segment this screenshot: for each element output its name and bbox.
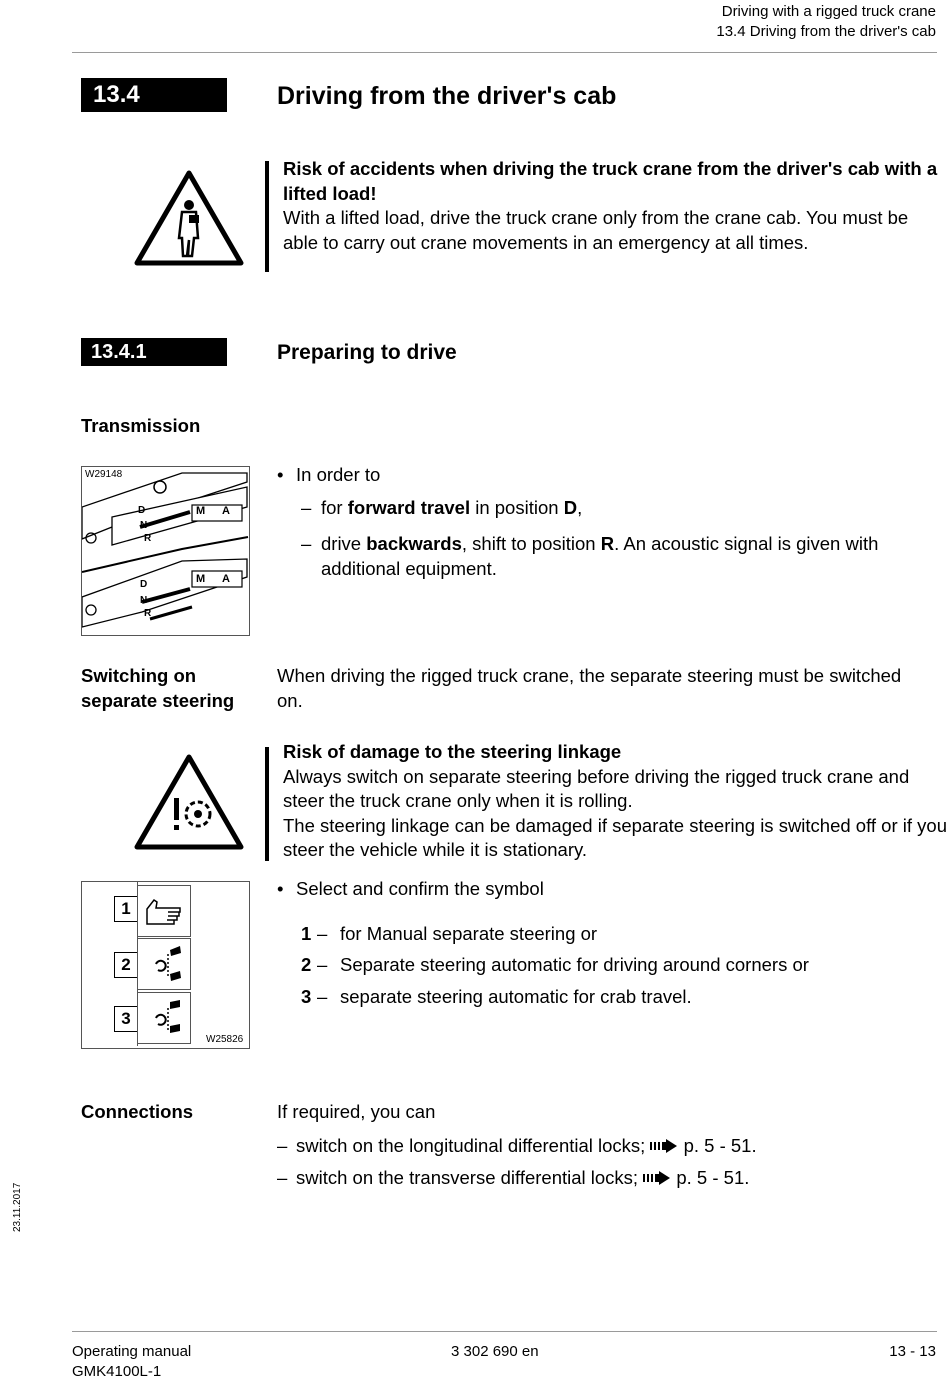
warning-damage-icon (132, 752, 246, 852)
label-a-lower: A (222, 573, 230, 585)
position-label: R (600, 533, 615, 554)
option-number: 3 (301, 985, 312, 1007)
footer-doc-number: 3 302 690 en (451, 1343, 539, 1360)
connections-heading: Connections (81, 1101, 194, 1122)
cross-reference-arrow-icon (643, 1171, 671, 1185)
header-rule (72, 52, 937, 53)
connections-item-2: – switch on the transverse differential locks; p. 5 - 51. (277, 1167, 750, 1188)
warning-text-2: The steering linkage can be damaged if separate steering is switched off or if you steer the vehicle while it is stationary. (283, 814, 947, 860)
symbol-number-2: 2 (114, 952, 138, 978)
footer-manual-label: Operating manual (72, 1343, 192, 1360)
steering-corners-icon (146, 944, 186, 986)
option-text: for Manual separate steering or (340, 922, 598, 944)
subsection-title: Preparing to drive (277, 341, 457, 364)
option-item-3: 3 – separate steering automatic for crab travel. (277, 985, 942, 1010)
warning-bar (265, 747, 269, 861)
cross-reference-arrow-icon (650, 1139, 678, 1153)
connections-item-1: – switch on the longitudinal differential locks; p. 5 - 51. (277, 1134, 757, 1156)
text: . An acoustic signal is given with additional equipment. (321, 533, 879, 579)
label-n-upper: N (140, 520, 148, 531)
bullet-item: • In order to (277, 463, 942, 488)
warning-accident (283, 157, 948, 255)
label-r-upper: R (144, 533, 152, 544)
section-number: 13.4 (81, 78, 227, 112)
warning-text-1: Always switch on separate steering before driving the rigged truck crane and steer the truck crane only when it is rolling. (283, 765, 910, 811)
item-text: switch on the transverse differential locks; (296, 1167, 639, 1188)
footer-page-number: 13 - 13 (889, 1343, 936, 1360)
warning-text: With a lifted load, drive the truck crane only from the crane cab. You must be able to carry out crane movements in an emergency at all times. (283, 207, 909, 253)
position-label: D (563, 496, 578, 518)
footer-manual (72, 1342, 191, 1382)
running-header (716, 2, 936, 42)
steering-figure (81, 881, 250, 1049)
option-number: 2 (301, 954, 312, 975)
label-d-lower: D (140, 579, 148, 590)
section-title: Driving from the driver's cab (277, 82, 617, 110)
text: in position (470, 496, 564, 518)
transmission-figure (81, 466, 250, 636)
label-r-lower: R (144, 608, 152, 619)
steering-text: When driving the rigged truck crane, the separate steering must be switched on. (277, 665, 902, 711)
symbol-number-3: 3 (114, 1006, 138, 1032)
gear-lever-illustration (82, 467, 249, 635)
bullet-text: Select and confirm the symbol (296, 878, 544, 899)
dash-item-forward: – for forward travel in position D, (301, 496, 583, 518)
steering-heading: Switching on separate steering (81, 665, 235, 711)
warning-steering (283, 740, 948, 863)
connections-intro: If required, you can (277, 1101, 436, 1122)
warning-title: Risk of damage to the steering linkage (283, 741, 622, 762)
text: , shift to position (461, 533, 601, 554)
transmission-instructions (277, 463, 942, 581)
manual-hand-icon (144, 894, 184, 926)
header-section: 13.4 Driving from the driver's cab (716, 23, 936, 40)
option-text: separate steering automatic for crab travel. (340, 985, 692, 1007)
label-a-upper: A (222, 505, 230, 517)
label-d-upper: D (138, 505, 146, 516)
label-n-lower: N (140, 595, 148, 606)
option-number: 1 (301, 922, 312, 944)
label-m-lower: M (196, 573, 206, 585)
option-item-2: 2 – Separate steering automatic for driving around corners or (277, 953, 942, 978)
option-item-1: 1 – for Manual separate steering or (277, 922, 942, 947)
symbol-number-1: 1 (114, 896, 138, 922)
warning-title: Risk of accidents when driving the truck crane from the driver's cab with a lifted load! (283, 158, 938, 204)
label-m-upper: M (196, 505, 206, 517)
header-chapter: Driving with a rigged truck crane (721, 3, 936, 20)
steering-instructions (277, 877, 942, 1009)
transmission-heading: Transmission (81, 415, 201, 436)
footer-model: GMK4100L-1 (72, 1363, 162, 1380)
bullet-item: • Select and confirm the symbol (277, 877, 942, 902)
bullet-text: In order to (296, 464, 381, 485)
figure-id: W25826 (206, 1034, 244, 1045)
page-reference-link[interactable]: p. 5 - 51. (676, 1167, 750, 1188)
text: drive (321, 533, 367, 554)
emphasis: backwards (366, 533, 462, 554)
page-reference-link[interactable]: p. 5 - 51. (683, 1134, 757, 1156)
side-date: 23.11.2017 (12, 1182, 23, 1232)
connections-text (277, 1100, 942, 1191)
warning-person-icon (132, 168, 246, 268)
text: , (577, 496, 583, 518)
warning-bar (265, 161, 269, 272)
option-text: Separate steering automatic for driving around corners or (340, 954, 809, 975)
footer-rule (72, 1331, 937, 1332)
dash-item-backward: – drive backwards, shift to position R. An acoustic signal is given with additional equipment. (301, 533, 879, 579)
text: for (321, 496, 348, 518)
item-text: switch on the longitudinal differential locks; (296, 1134, 646, 1156)
subsection-number: 13.4.1 (81, 338, 227, 366)
figure-id: W29148 (85, 469, 123, 480)
emphasis: forward travel (347, 496, 471, 518)
crab-travel-icon (146, 998, 186, 1040)
